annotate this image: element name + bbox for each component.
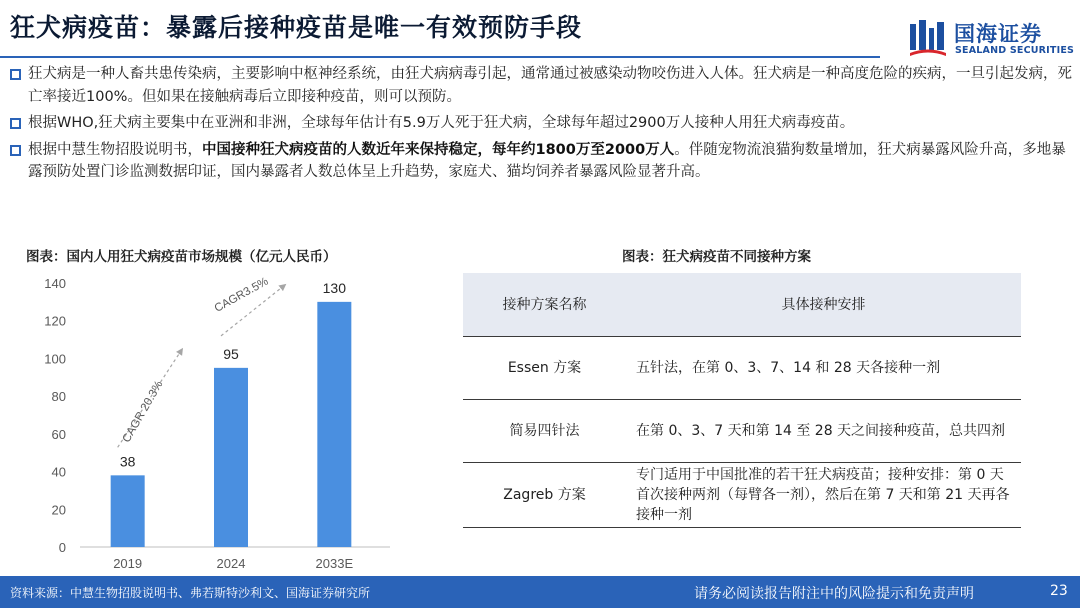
bar-value-label: 95 [223,345,239,362]
y-tick-label: 0 [58,540,66,555]
source-note: 资料来源：中慧生物招股说明书、弗若斯特沙利文、国海证券研究所 [10,586,371,600]
y-tick-label: 120 [44,313,66,329]
table-header-row [463,273,1021,336]
plan-detail-cell: 专门适用于中国批准的若干狂犬病疫苗；接种安排：第 0 天首次接种两剂（每臂各一剂），然后在第 7 天和第 21 天再各接种一剂 [626,462,1021,527]
y-tick-label: 140 [44,276,66,291]
title-divider [0,56,880,58]
table-row [463,462,1021,527]
plan-name-cell: Zagreb 方案 [463,462,626,527]
plan-name-cell: 简易四针法 [463,399,626,462]
column-header-schedule: 具体接种安排 [626,273,1021,336]
disclaimer-text: 请务必阅读报告附注中的风险提示和免责声明 [694,586,974,602]
table-row [463,399,1021,462]
market-size-bar-chart [20,270,400,580]
bullet-item [8,112,1074,135]
bar-value-label: 130 [322,279,347,296]
bullet-item [8,139,1074,184]
bar [317,302,351,547]
bullet-text-pre: 根据中慧生物招股说明书， [28,141,202,158]
vaccination-plans-table [463,273,1021,528]
square-bullet-icon [10,69,21,80]
bar [111,475,145,547]
x-tick-label: 2024 [216,556,246,571]
y-tick-label: 60 [51,426,66,442]
logo-english-name: SEALAND SECURITIES [955,45,1075,56]
bar [214,368,248,547]
column-header-plan-name: 接种方案名称 [463,273,626,336]
square-bullet-icon [10,118,21,129]
cagr-annotation: CAGR 20.3% [120,378,166,445]
footer-bar [0,576,1080,608]
plan-detail-cell: 在第 0、3、7 天和第 14 至 28 天之间接种疫苗，总共四剂 [626,399,1021,462]
y-tick-label: 100 [44,351,66,367]
plan-name-cell: Essen 方案 [463,336,626,399]
plan-detail-cell: 五针法，在第 0、3、7、14 和 28 天各接种一剂 [626,336,1021,399]
square-bullet-icon [10,145,21,156]
x-tick-label: 2033E [315,556,354,571]
y-tick-label: 40 [51,464,66,480]
y-tick-label: 80 [51,389,66,405]
x-tick-label: 2019 [113,556,143,571]
sealand-logo-icon [908,18,948,58]
bullet-text-bold: 中国接种狂犬病疫苗的人数近年来保持稳定，每年约1800万至2000万人 [202,141,675,158]
chart-title: 图表：国内人用狂犬病疫苗市场规模（亿元人民币） [26,249,337,265]
y-tick-label: 20 [51,502,66,518]
bullet-text: 狂犬病是一种人畜共患传染病，主要影响中枢神经系统，由狂犬病病毒引起，通常通过被感染动物咬伤进入人体。狂犬病是一种高度危险的疾病，一旦引起发病，死亡率接近100%。但如果在接触病毒后立即接种疫苗，则可以预防。 [28,66,1072,105]
page-number: 23 [1050,583,1068,599]
bullet-list [8,63,1074,188]
bar-value-label: 38 [119,453,136,470]
bullet-text: 根据WHO,狂犬病主要集中在亚洲和非洲，全球每年估计有5.9万人死于狂犬病，全球每年超过2900万人接种人用狂犬病毒疫苗。 [28,115,855,131]
logo-chinese-name: 国海证券 [954,22,1042,46]
table-title: 图表：狂犬病疫苗不同接种方案 [622,249,811,265]
page-title: 狂犬病疫苗：暴露后接种疫苗是唯一有效预防手段 [10,13,583,42]
cagr-annotation: CAGR3.5% [212,275,271,315]
bullet-item [8,63,1074,108]
table-row [463,336,1021,399]
brand-logo [908,18,1073,60]
bullet-text-post: 。伴随宠物流浪猫狗数量增加，狂犬病暴露风险升高，多地暴露预防处置门诊监测数据印证，国内暴露者人数总体呈上升趋势，家庭犬、猫均饲养者暴露风险显著升高。 [28,141,1066,180]
